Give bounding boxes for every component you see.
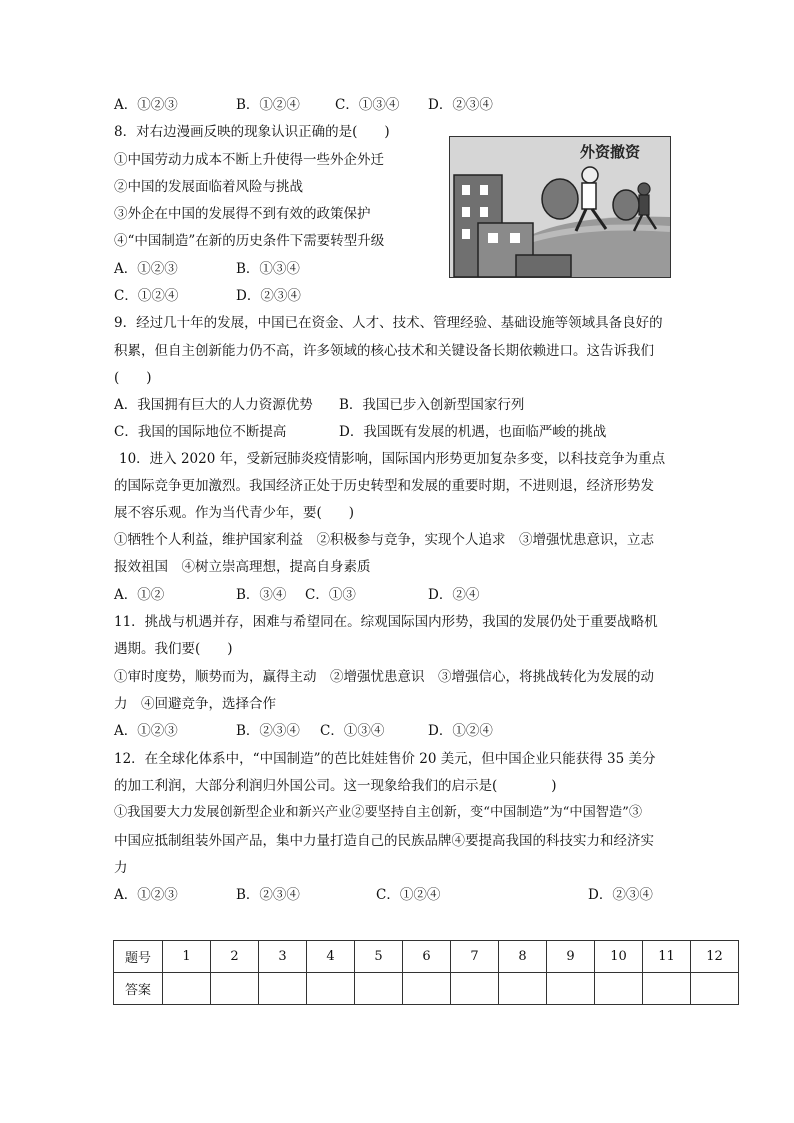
answer-row	[114, 973, 739, 1005]
q10-option-a[interactable]: A．①②	[114, 587, 165, 603]
q8-option-c[interactable]: C．①②④	[114, 288, 179, 304]
question-number-cell: 6	[403, 941, 451, 973]
question-number-cell: 7	[451, 941, 499, 973]
q10-line-5: 报效祖国 ④树立崇高理想，提高自身素质	[114, 559, 371, 575]
q9-line-1: 9．经过几十年的发展，中国已在资金、人才、技术、管理经验、基础设施等领域具备良好的	[114, 315, 663, 331]
q10-option-d[interactable]: D．②④	[428, 587, 480, 603]
q11-option-c[interactable]: C．①③④	[320, 723, 385, 739]
answer-cell[interactable]	[307, 973, 355, 1005]
answer-cell[interactable]	[163, 973, 211, 1005]
q8-item-4: ④“中国制造”在新的历史条件下需要转型升级	[114, 233, 385, 249]
row-label-answer: 答案	[114, 973, 163, 1005]
q9-option-a[interactable]: A．我国拥有巨大的人力资源优势	[114, 397, 313, 413]
q9-line-3: ( )	[114, 370, 152, 386]
question-number-cell: 5	[355, 941, 403, 973]
question-number-cell: 11	[643, 941, 691, 973]
cartoon-caption: 外资撤资	[580, 143, 641, 161]
question-number-cell: 10	[595, 941, 643, 973]
q8-item-1: ①中国劳动力成本不断上升使得一些外企外迁	[114, 152, 384, 168]
question-number-cell: 8	[499, 941, 547, 973]
question-number-cell: 9	[547, 941, 595, 973]
q12-line-3: ①我国要大力发展创新型企业和新兴产业②要坚持自主创新，变“中国制造”为“中国智造”③	[114, 805, 643, 820]
q11-line-1: 11．挑战与机遇并存，困难与希望同在。综观国际国内形势，我国的发展仍处于重要战略机	[114, 614, 658, 630]
question-number-cell: 4	[307, 941, 355, 973]
q9-option-b[interactable]: B．我国已步入创新型国家行列	[339, 397, 525, 413]
q11-option-a[interactable]: A．①②③	[114, 723, 178, 739]
q12-option-a[interactable]: A．①②③	[114, 887, 178, 903]
q10-line-4: ①牺牲个人利益，维护国家利益 ②积极参与竞争，实现个人追求 ③增强忧患意识，立志	[114, 532, 654, 548]
q12-line-5: 力	[114, 860, 128, 876]
q12-line-2: 的加工利润，大部分利润归外国公司。这一现象给我们的启示是( )	[114, 778, 557, 794]
q7-option-d[interactable]: D．②③④	[428, 97, 493, 113]
q8-item-2: ②中国的发展面临着风险与挑战	[114, 179, 303, 195]
q8-option-d[interactable]: D．②③④	[236, 288, 301, 304]
answer-cell[interactable]	[451, 973, 499, 1005]
q10-option-c[interactable]: C．①③	[305, 587, 356, 603]
answer-cell[interactable]	[259, 973, 307, 1005]
question-number-cell: 12	[691, 941, 739, 973]
answer-table	[113, 940, 739, 1005]
answer-cell[interactable]	[595, 973, 643, 1005]
row-label-number: 题号	[114, 941, 163, 973]
q11-line-3: ①审时度势，顺势而为，赢得主动 ②增强忧患意识 ③增强信心，将挑战转化为发展的动	[114, 669, 654, 685]
question-number-cell: 3	[259, 941, 307, 973]
q11-option-d[interactable]: D．①②④	[428, 723, 493, 739]
q7-option-b[interactable]: B．①②④	[236, 97, 300, 113]
answer-cell[interactable]	[355, 973, 403, 1005]
answer-cell[interactable]	[547, 973, 595, 1005]
q12-option-c[interactable]: C．①②④	[376, 887, 441, 903]
question-number-cell: 2	[211, 941, 259, 973]
q10-line-3: 展不容乐观。作为当代青少年，要( )	[114, 505, 355, 521]
q11-option-b[interactable]: B．②③④	[236, 723, 300, 739]
q9-option-d[interactable]: D．我国既有发展的机遇，也面临严峻的挑战	[339, 424, 607, 440]
q8-item-3: ③外企在中国的发展得不到有效的政策保护	[114, 206, 371, 222]
q12-line-4: 中国应抵制组装外国产品，集中力量打造自己的民族品牌④要提高我国的科技实力和经济实	[114, 833, 654, 849]
q9-option-c[interactable]: C．我国的国际地位不断提高	[114, 424, 287, 440]
question-number-row	[114, 941, 739, 973]
q11-line-2: 遇期。我们要( )	[114, 641, 233, 657]
q8-option-a[interactable]: A．①②③	[114, 261, 178, 277]
q12-option-b[interactable]: B．②③④	[236, 887, 300, 903]
q10-option-b[interactable]: B．③④	[236, 587, 287, 603]
q8-option-b[interactable]: B．①③④	[236, 261, 300, 277]
q8-stem: 8．对右边漫画反映的现象认识正确的是( )	[114, 124, 390, 140]
answer-cell[interactable]	[403, 973, 451, 1005]
answer-cell[interactable]	[211, 973, 259, 1005]
answer-cell[interactable]	[499, 973, 547, 1005]
q10-line-2: 的国际竞争更加激烈。我国经济正处于历史转型和发展的重要时期，不进则退，经济形势发	[114, 478, 654, 494]
cartoon-image	[449, 136, 671, 278]
q12-line-1: 12．在全球化体系中，“中国制造”的芭比娃娃售价 20 美元，但中国企业只能获得 35 美分	[114, 751, 656, 767]
q12-option-d[interactable]: D．②③④	[588, 887, 653, 903]
q9-line-2: 积累，但自主创新能力仍不高，许多领域的核心技术和关键设备长期依赖进口。这告诉我们	[114, 343, 654, 359]
q7-option-c[interactable]: C．①③④	[335, 97, 400, 113]
question-number-cell: 1	[163, 941, 211, 973]
q10-line-1: 10．进入 2020 年，受新冠肺炎疫情影响，国际国内形势更加复杂多变，以科技竞争为重点	[119, 451, 666, 467]
answer-cell[interactable]	[691, 973, 739, 1005]
q11-line-4: 力 ④回避竞争，选择合作	[114, 696, 276, 712]
q7-option-a[interactable]: A．①②③	[114, 97, 178, 113]
answer-cell[interactable]	[643, 973, 691, 1005]
